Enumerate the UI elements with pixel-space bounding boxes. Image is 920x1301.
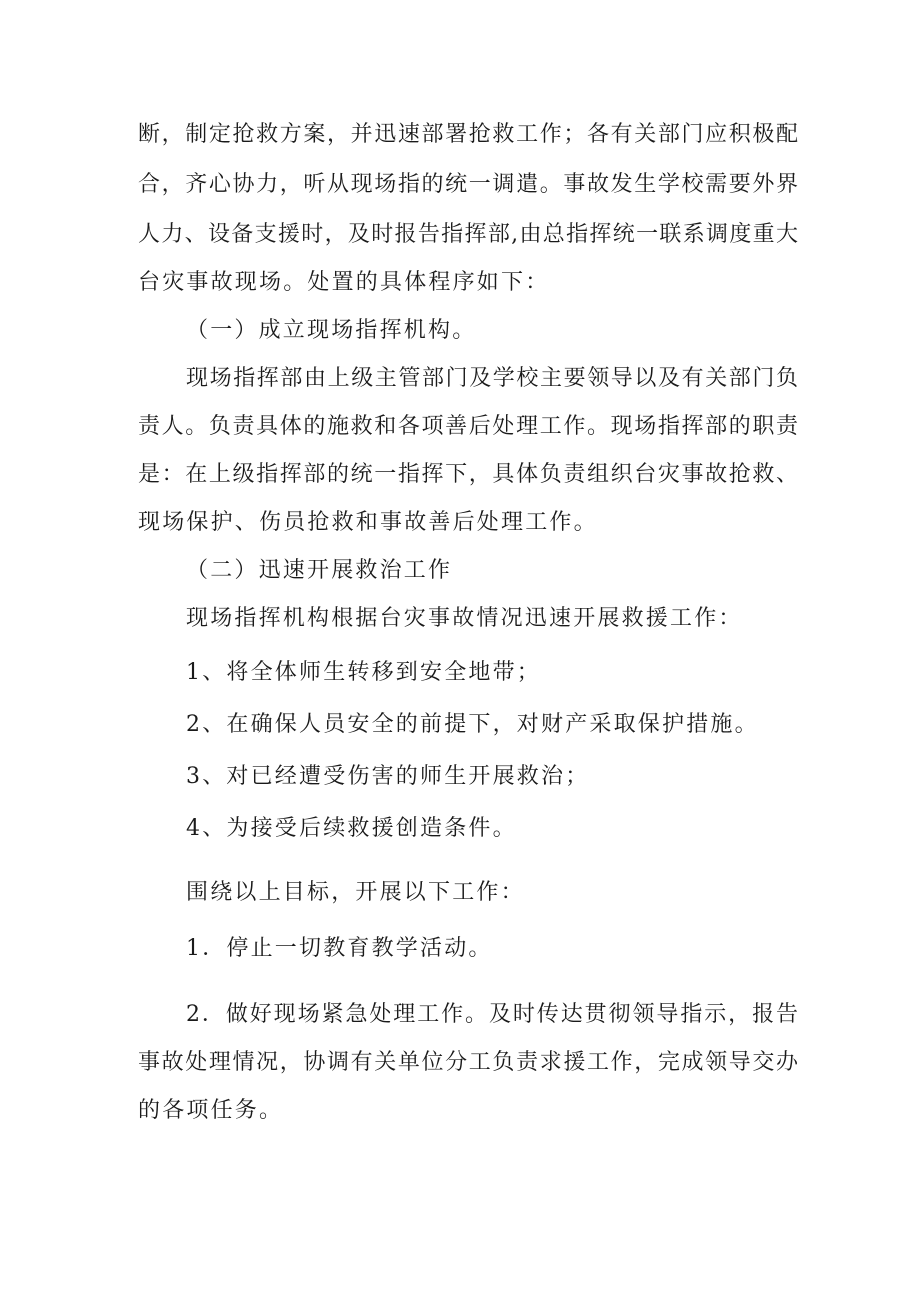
paragraph-line: 断，制定抢救方案，并迅速部署抢救工作；各有关部门应积极配 [138,122,798,147]
section-heading-1: （一）成立现场指挥机构。 [186,318,477,343]
paragraph-line: 责人。负责具体的施救和各项善后处理工作。现场指挥部的职责 [138,414,798,439]
paragraph-line: 是：在上级指挥部的统一指挥下，具体负责组织台灾事故抢救、 [138,462,798,487]
paragraph-line: 台灾事故现场。处置的具体程序如下： [138,270,550,295]
paragraph-line: 的各项任务。 [138,1098,284,1123]
paragraph-line: 合，齐心协力，听从现场指的统一调遣。事故发生学校需要外界 [138,172,798,197]
list-item: 2、在确保人员安全的前提下，对财产采取保护措施。 [186,712,759,737]
paragraph-line: 围绕以上目标，开展以下工作： [186,880,525,905]
list-item: 4、为接受后续救援创造条件。 [186,816,517,841]
paragraph-line: 人力、设备支援时，及时报告指挥部,由总指挥统一联系调度重大 [138,222,798,247]
list-item: 2．做好现场紧急处理工作。及时传达贯彻领导指示，报告 [186,1002,798,1027]
paragraph-line: 现场保护、伤员抢救和事故善后处理工作。 [138,510,598,535]
section-heading-2: （二）迅速开展救治工作 [186,558,453,583]
list-item: 1．停止一切教育教学活动。 [186,936,493,961]
paragraph-line: 现场指挥机构根据台灾事故情况迅速开展救援工作： [186,606,743,631]
list-item: 3、对已经遭受伤害的师生开展救治； [186,764,590,789]
paragraph-line: 现场指挥部由上级主管部门及学校主要领导以及有关部门负 [186,366,798,391]
list-item: 1、将全体师生转移到安全地带； [186,660,541,685]
paragraph-line: 事故处理情况，协调有关单位分工负责求援工作，完成领导交办 [138,1050,798,1075]
